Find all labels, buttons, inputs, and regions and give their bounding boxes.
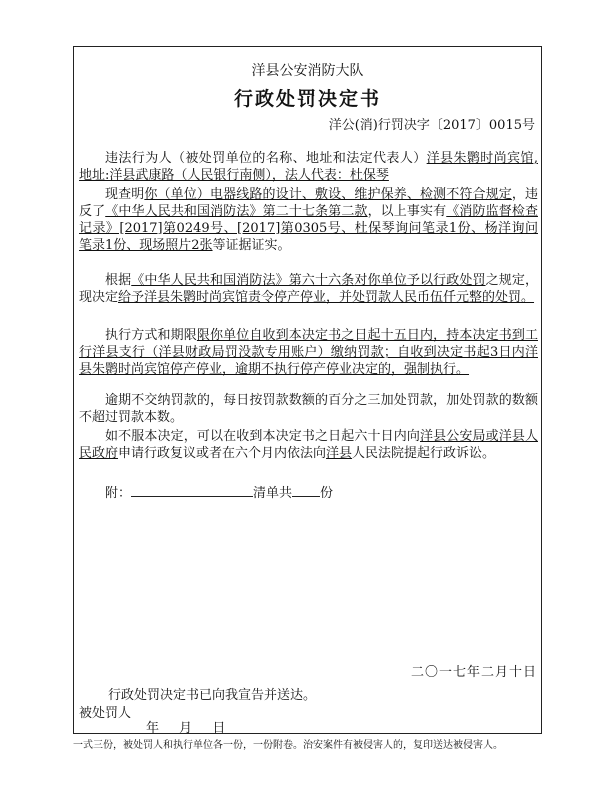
execution-value: 限你单位自收到本决定书之日起十五日内，持本决定书到工行洋县支行（洋县财政局罚没款专用账户）缴纳罚款；自收到决定书起3日内洋县朱鹮时尚宾馆停产停业，逾期不执行停产停业决定的，强制执行。 <box>79 328 538 377</box>
sign-year: 年 <box>146 721 160 736</box>
sign-month: 月 <box>179 721 193 736</box>
finding-tail: 等证据证实。 <box>212 238 291 253</box>
document-number: 洋公(消)行罚决字〔2017〕0015号 <box>328 118 535 133</box>
finding-lead: 现查明 <box>105 187 145 202</box>
attachment-count-blank <box>292 483 320 497</box>
basis-mid: 对你单位予以行政处罚 <box>354 273 486 288</box>
appeal-court: 洋县 <box>326 446 353 461</box>
appeal-p3: 人民法院提起行政诉讼。 <box>352 446 496 461</box>
execution-paragraph <box>79 327 538 378</box>
finding-violation: 你（单位）电器线路的设计、敷设、维护保养、检测不符合规定 <box>144 187 512 202</box>
served-note: 行政处罚决定书已向我宣告并送达。 <box>108 688 317 703</box>
finding-law-article: 《中华人民共和国消防法》第二十七条第二款 <box>105 204 368 219</box>
violator-value: 洋县朱鹮时尚宾馆,地址:洋县武康路（人民银行南侧），法人代表：杜保琴 <box>79 151 538 183</box>
basis-decision: 给予洋县朱鹮时尚宾馆责令停产停业，并处罚款人民币伍仟元整的处罚。 <box>118 290 535 305</box>
basis-end: 之规定，现决定 <box>79 273 538 305</box>
attachment-line <box>79 483 538 502</box>
finding-paragraph <box>79 186 538 254</box>
sign-day: 日 <box>212 721 226 736</box>
document-title: 行政处罚决定书 <box>233 88 381 110</box>
basis-lead: 根据 <box>105 273 132 288</box>
appeal-gov: 洋县公安局或洋县人民政府 <box>79 429 538 461</box>
basis-paragraph <box>79 272 538 306</box>
appeal-p2: 申请行政复议或者在六个月内依法向 <box>118 446 327 461</box>
attachment-label: 附： <box>105 486 132 501</box>
appeal-paragraph <box>79 428 538 462</box>
violator-paragraph <box>79 150 538 184</box>
finding-evidence: 《消防监督检查记录》[2017]第0249号、[2017]第0305号、杜保琴询问笔录1份、杨洋询问笔录1份、现场照片2张 <box>79 204 538 253</box>
issue-date: 二〇一七年二月十日 <box>410 665 537 680</box>
document-frame <box>73 46 542 734</box>
signature-date <box>146 717 225 736</box>
execution-lead: 执行方式和期限 <box>105 328 197 343</box>
footer-note: 一式三份，被处罚人和执行单位各一份，一份附卷。治安案件有被侵害人的，复印送达被侵害人。 <box>73 740 503 751</box>
appeal-p1: 如不服本决定，可以在收到本决定书之日起六十日内向 <box>105 429 420 444</box>
attachment-blank <box>131 483 253 497</box>
basis-law: 《中华人民共和国消防法》第六十六条 <box>131 273 355 288</box>
issuing-agency: 洋县公安消防大队 <box>251 63 364 79</box>
late-fee-paragraph: 逾期不交纳罚款的，每日按罚款数额的百分之三加处罚款，加处罚款的数额不超过罚款本数。 <box>79 393 538 425</box>
finding-mid: ，违反了 <box>79 187 538 219</box>
violator-label: 违法行为人（被处罚单位的名称、地址和法定代表人） <box>105 151 427 166</box>
penalized-label: 被处罚人 <box>79 706 132 721</box>
finding-evidence-lead: ，以上事实有 <box>367 204 447 219</box>
attachment-list: 清单共 <box>253 486 293 501</box>
attachment-unit: 份 <box>320 486 334 501</box>
